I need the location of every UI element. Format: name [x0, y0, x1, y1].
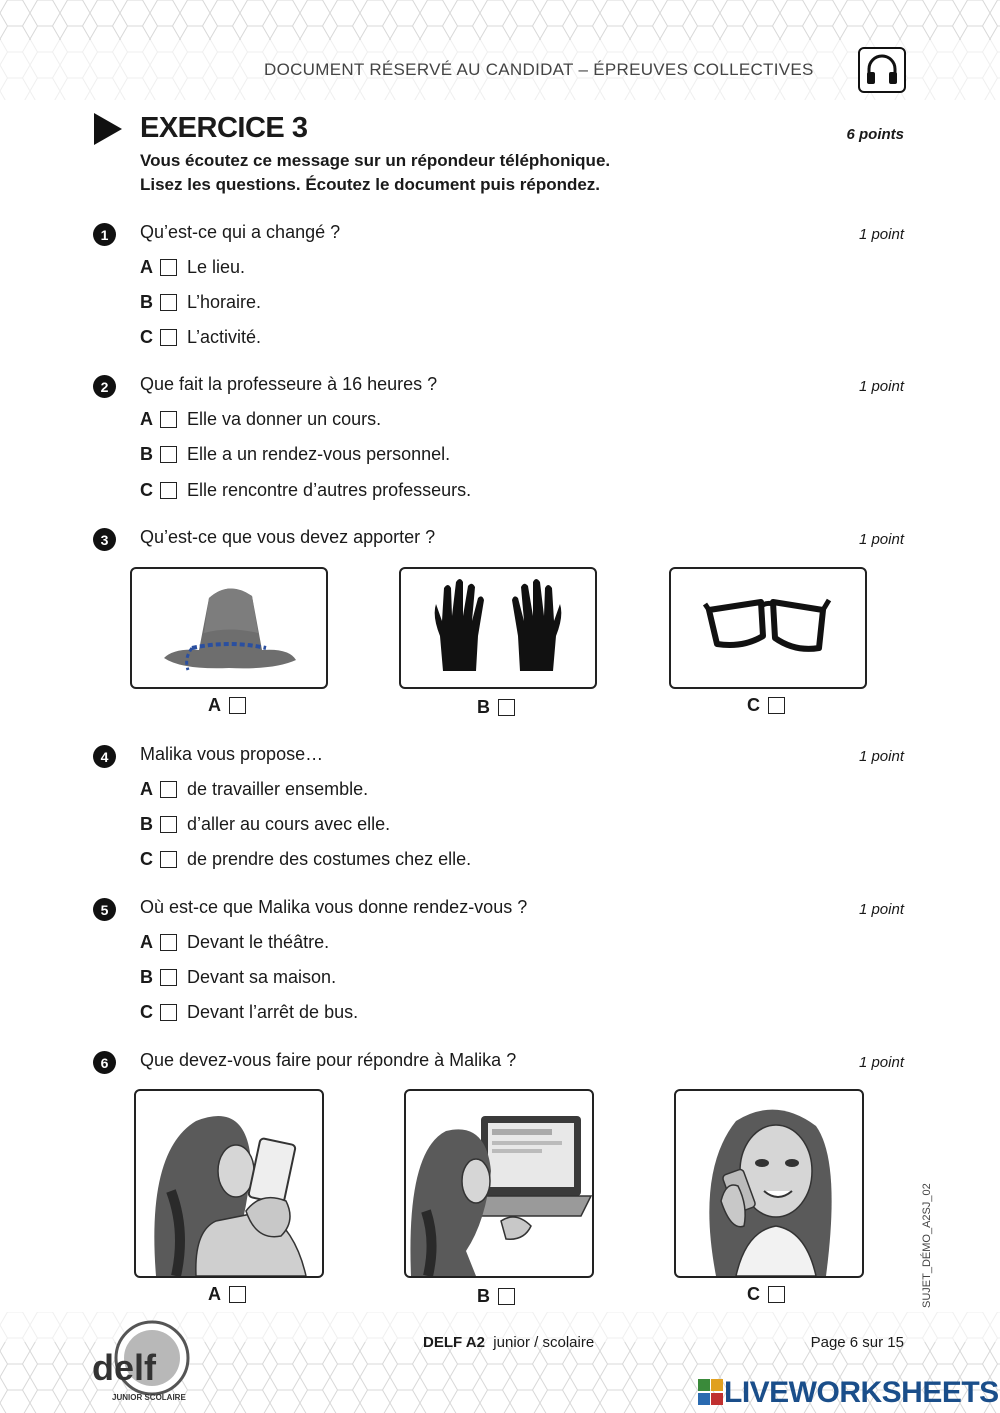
- image-girl-phone-call: [674, 1089, 864, 1278]
- hat-icon: [154, 578, 304, 678]
- exercise-title: EXERCICE 3: [140, 112, 308, 144]
- headphones-icon: [858, 47, 906, 93]
- option-letter: B: [477, 697, 490, 717]
- answer-checkbox[interactable]: [160, 816, 177, 833]
- option-text: Elle rencontre d’autres professeurs.: [187, 480, 472, 500]
- option-text: Elle va donner un cours.: [187, 409, 382, 429]
- document-header: DOCUMENT RÉSERVÉ AU CANDIDAT – ÉPREUVES COLLECTIVES: [264, 60, 814, 79]
- liveworksheets-mark-icon: [698, 1379, 724, 1407]
- option-text: d’aller au cours avec elle.: [187, 814, 391, 834]
- answer-option: [140, 779, 368, 800]
- option-text: Devant le théâtre.: [187, 932, 330, 952]
- footer-exam-name: [423, 1334, 594, 1351]
- answer-option: [140, 932, 329, 953]
- glasses-icon: [703, 588, 833, 668]
- image-option-label: [208, 695, 246, 716]
- image-option-label: [747, 1284, 785, 1305]
- footer-type: junior / scolaire: [493, 1334, 595, 1351]
- image-hat: [130, 567, 328, 689]
- image-option-label: [477, 1286, 515, 1307]
- option-text: L’activité.: [187, 327, 262, 347]
- answer-option: [140, 292, 261, 313]
- answer-checkbox[interactable]: [160, 934, 177, 951]
- side-code-text: SUJET_DÉMO_A2SJ_02: [921, 1183, 933, 1308]
- footer-level: DELF A2: [423, 1334, 485, 1351]
- question-number: 4: [93, 745, 116, 768]
- girl-laptop-illustration: [406, 1091, 592, 1276]
- question-number: 6: [93, 1051, 116, 1074]
- answer-checkbox[interactable]: [160, 411, 177, 428]
- liveworksheets-wordmark: LIVEWORKSHEETS: [724, 1376, 999, 1409]
- question-point: 1 point: [858, 901, 904, 918]
- answer-option: [140, 849, 471, 870]
- option-letter: C: [747, 695, 760, 715]
- liveworksheets-logo: [698, 1376, 999, 1410]
- image-option-label: [208, 1284, 246, 1305]
- delf-logo: [90, 1318, 200, 1408]
- answer-checkbox[interactable]: [768, 1286, 785, 1303]
- answer-option: [140, 257, 245, 278]
- answer-checkbox[interactable]: [498, 1288, 515, 1305]
- option-letter: B: [140, 444, 153, 464]
- option-letter: A: [140, 257, 153, 277]
- option-text: L’horaire.: [187, 292, 262, 312]
- option-text: Elle a un rendez-vous personnel.: [187, 444, 451, 464]
- instruction-line-1: Vous écoutez ce message sur un répondeur téléphonique.: [140, 151, 611, 170]
- option-letter: B: [140, 292, 153, 312]
- answer-checkbox[interactable]: [160, 1004, 177, 1021]
- option-letter: B: [140, 814, 153, 834]
- question-number: 5: [93, 898, 116, 921]
- answer-checkbox[interactable]: [160, 259, 177, 276]
- answer-checkbox[interactable]: [160, 482, 177, 499]
- question-text: Que devez-vous faire pour répondre à Malika ?: [140, 1050, 517, 1070]
- option-letter: A: [140, 932, 153, 952]
- side-code: [919, 1183, 939, 1310]
- answer-option: [140, 444, 450, 465]
- question-text: Malika vous propose…: [140, 744, 324, 764]
- option-letter: C: [140, 327, 153, 347]
- answer-option: [140, 814, 390, 835]
- answer-checkbox[interactable]: [160, 294, 177, 311]
- image-option-label: [747, 695, 785, 716]
- question-text: Où est-ce que Malika vous donne rendez-vous ?: [140, 897, 528, 917]
- answer-checkbox[interactable]: [160, 969, 177, 986]
- image-gloves: [399, 567, 597, 689]
- option-text: Le lieu.: [187, 257, 246, 277]
- option-letter: A: [208, 695, 221, 715]
- answer-option: [140, 1002, 358, 1023]
- hex-pattern-top: [0, 0, 1000, 100]
- instruction-line-2: Lisez les questions. Écoutez le document puis répondez.: [140, 175, 601, 194]
- question-point: 1 point: [858, 748, 904, 765]
- image-girl-texting: [134, 1089, 324, 1278]
- option-letter: C: [140, 1002, 153, 1022]
- answer-option: [140, 327, 261, 348]
- option-letter: B: [140, 967, 153, 987]
- exercise-points: 6 points: [846, 126, 904, 143]
- option-letter: C: [140, 480, 153, 500]
- answer-checkbox[interactable]: [160, 781, 177, 798]
- question-number: 1: [93, 223, 116, 246]
- option-text: Devant l’arrêt de bus.: [187, 1002, 359, 1022]
- question-text: Que fait la professeure à 16 heures ?: [140, 374, 438, 394]
- answer-checkbox[interactable]: [229, 697, 246, 714]
- question-point: 1 point: [858, 1054, 904, 1071]
- option-text: de prendre des costumes chez elle.: [187, 849, 472, 869]
- option-letter: C: [747, 1284, 760, 1304]
- girl-texting-illustration: [136, 1091, 322, 1276]
- answer-checkbox[interactable]: [160, 329, 177, 346]
- answer-option: [140, 480, 471, 501]
- option-letter: B: [477, 1286, 490, 1306]
- option-text: de travailler ensemble.: [187, 779, 369, 799]
- answer-checkbox[interactable]: [768, 697, 785, 714]
- option-letter: A: [140, 779, 153, 799]
- image-option-label: [477, 697, 515, 718]
- girl-phone-call-illustration: [676, 1091, 862, 1276]
- answer-checkbox[interactable]: [160, 446, 177, 463]
- answer-checkbox[interactable]: [229, 1286, 246, 1303]
- option-letter: C: [140, 849, 153, 869]
- image-glasses: [669, 567, 867, 689]
- svg-text:JUNIOR SCOLAIRE: JUNIOR SCOLAIRE: [112, 1393, 186, 1402]
- footer-page-number: Page 6 sur 15: [810, 1334, 904, 1351]
- question-number: 3: [93, 528, 116, 551]
- answer-checkbox[interactable]: [498, 699, 515, 716]
- option-text: Devant sa maison.: [187, 967, 337, 987]
- answer-option: [140, 409, 381, 430]
- question-text: Qu’est-ce que vous devez apporter ?: [140, 527, 436, 547]
- question-point: 1 point: [858, 226, 904, 243]
- answer-checkbox[interactable]: [160, 851, 177, 868]
- question-point: 1 point: [858, 378, 904, 395]
- question-text: Qu’est-ce qui a changé ?: [140, 222, 341, 242]
- image-girl-laptop: [404, 1089, 594, 1278]
- question-number: 2: [93, 375, 116, 398]
- option-letter: A: [140, 409, 153, 429]
- svg-text:delf: delf: [92, 1347, 157, 1388]
- option-letter: A: [208, 1284, 221, 1304]
- answer-option: [140, 967, 336, 988]
- exercise-arrow-icon: [94, 113, 122, 145]
- gloves-icon: [418, 576, 578, 681]
- question-point: 1 point: [858, 531, 904, 548]
